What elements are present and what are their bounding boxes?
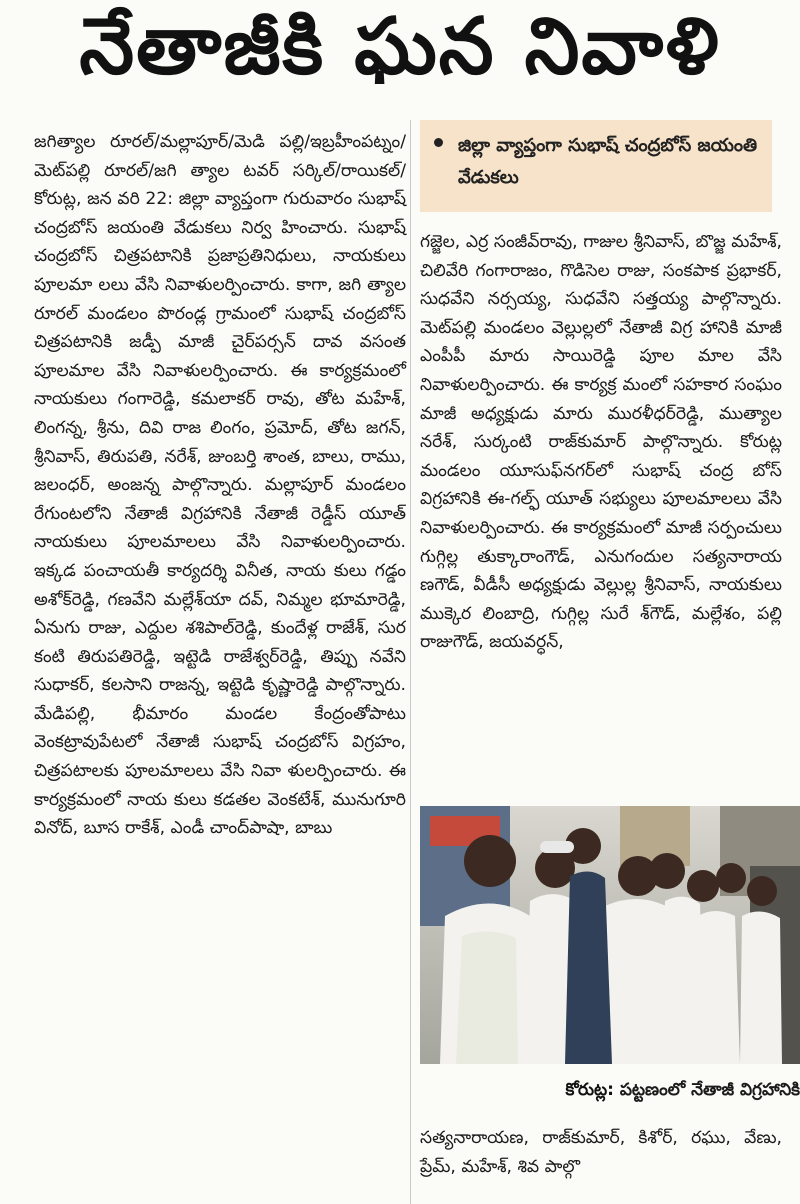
highlight-box: [420, 120, 772, 212]
people-photo-illustration: [420, 806, 800, 1064]
article-right-column-end: సత్యనారాయణ, రాజ్‌కుమార్, కిశోర్, రఘు, వేణు, ప్రేమ్, మహేశ్, శివ పాల్గొ: [420, 1128, 782, 1177]
article-left-column: జగిత్యాల రూరల్/మల్లాపూర్/మెడి పల్లి/ఇబ్రహీంపట్నం/మెట్‌పల్లి రూరల్/జగి త్యాల టవర్ సర్కిల్/రాయికల్/కోరుట్ల, జన వరి 22: జిల్లా వ్యాప్తంగా గురువారం సుభాష్ చంద్రబోస్ జయంతి వేడుకలు నిర్వ హించారు. సుభాష్ చంద్రబోస్ చిత్రపటానికి ప్రజాప్రతినిధులు, నాయకులు పూలమా లలు వేసి నివాళులర్పించారు. కాగా, జగి త్యాల రూరల్ మండలం పొరండ్ల గ్రామంలో సుభాష్ చంద్రబోస్ చిత్రపటానికి జడ్పీ మాజీ చైర్‌పర్సన్ దావ వసంత పూలమాల వేసి నివాళులర్పించారు. ఈ కార్యక్రమంలో నాయకులు గంగారెడ్డి, కమలాకర్ రావు, తోట మహేశ్, లింగన్న, శ్రీను, దివి రాజ లింగం, ప్రమోద్, తోట జగన్, శ్రీనివాస్, తిరుపతి, నరేశ్, జుంబర్తి శాంత, బాలు, రాము, జలంధర్, అంజన్న పాల్గొన్నారు. మల్లాపూర్ మండలం రేగుంటలోని నేతాజీ విగ్రహానికి నేతాజీ రెడ్డీస్ యూత్ నాయకులు పూలమాలలు వేసి నివాళులర్పించారు. ఇక్కడ పంచాయతీ కార్యదర్శి వినీత, నాయ కులు గడ్డం అశోక్‌రెడ్డి, గణవేని మల్లేశ్‌యా దవ్, నిమ్మల భూమారెడ్డి, ఏనుగు రాజు, ఎద్దుల శశిపాల్‌రెడ్డి, కుందేళ్ల రాజేశ్, సుర కంటి తిరుపతిరెడ్డి, ఇట్టెడి రాజేశ్వర్‌రెడ్డి, తిప్పు నవేని సుధాకర్, కలసాని రాజన్న, ఇట్టెడి కృష్ణారెడ్డి పాల్గొన్నారు. మేడిపల్లి, భీమారం మండల కేంద్రంతోపాటు వెంకట్రావుపేటలో నేతాజీ సుభాష్ చంద్రబోస్ విగ్రహం, చిత్రపటాలకు పూలమాలలు వేసి నివా ళులర్పించారు. ఈ కార్యక్రమంలో నాయ కులు కడతల వెంకటేశ్, మునుగూరి వినోద్, బూస రాకేశ్, ఎండీ చాంద్‌పాషా, బాబు: [34, 132, 406, 839]
headline: నేతాజీకి ఘన నివాళి: [79, 1, 721, 92]
caption-place: కోరుట్ల:: [565, 1080, 614, 1100]
news-photo: [420, 806, 800, 1064]
bullet-icon: [434, 138, 443, 147]
caption-text: పట్టణంలో నేతాజీ విగ్రహానికి: [619, 1080, 800, 1100]
column-divider: [410, 120, 411, 1204]
highlight-text: జిల్లా వ్యాప్తంగా సుభాష్ చంద్రబోస్ జయంతి వేడుకలు: [458, 135, 758, 188]
article-right-column: గజ్జెల, ఎర్ర సంజీవ్‌రావు, గాజుల శ్రీనివాస్, బొజ్జ మహేశ్, చిలివేరి గంగారాజం, గొడిసెల రాజు, సంకపాక ప్రభాకర్, సుధవేని నర్సయ్య, సుధవేని సత్తయ్య పాల్గొన్నారు. మెట్‌పల్లి మండలం వెల్లుల్లలో నేతాజీ విగ్ర హానికి మాజీ ఎంపీపీ మారు సాయిరెడ్డి పూల మాల వేసి నివాళులర్పించారు. ఈ కార్యక్ర మంలో సహకార సంఘం మాజీ అధ్యక్షుడు మారు మురళీధర్‌రెడ్డి, ముత్యాల నరేశ్, సుర్కంటి రాజ్‌కుమార్ పాల్గొన్నారు. కోరుట్ల మండలం యూసుఫ్‌నగర్‌లో సుభాష్ చంద్ర బోస్ విగ్రహానికి ఈ-గల్ఫ్ యూత్ సభ్యులు పూలమాలలు వేసి నివాళులర్పించారు. ఈ కార్యక్రమంలో మాజీ సర్పంచులు గుగ్గిల్ల తుక్కారాంగౌడ్, ఎనుగందుల సత్యనారాయ ణగౌడ్, వీడీసీ అధ్యక్షుడు వెల్లుల్ల శ్రీనివాస్, నాయకులు ముక్కెర లింబాద్రి, గుగ్గిల్ల సురే శ్‌గౌడ్, మల్లేశం, పల్లి రాజుగౌడ్, జయవర్ధన్,: [420, 232, 782, 653]
photo-caption: [420, 1076, 800, 1104]
